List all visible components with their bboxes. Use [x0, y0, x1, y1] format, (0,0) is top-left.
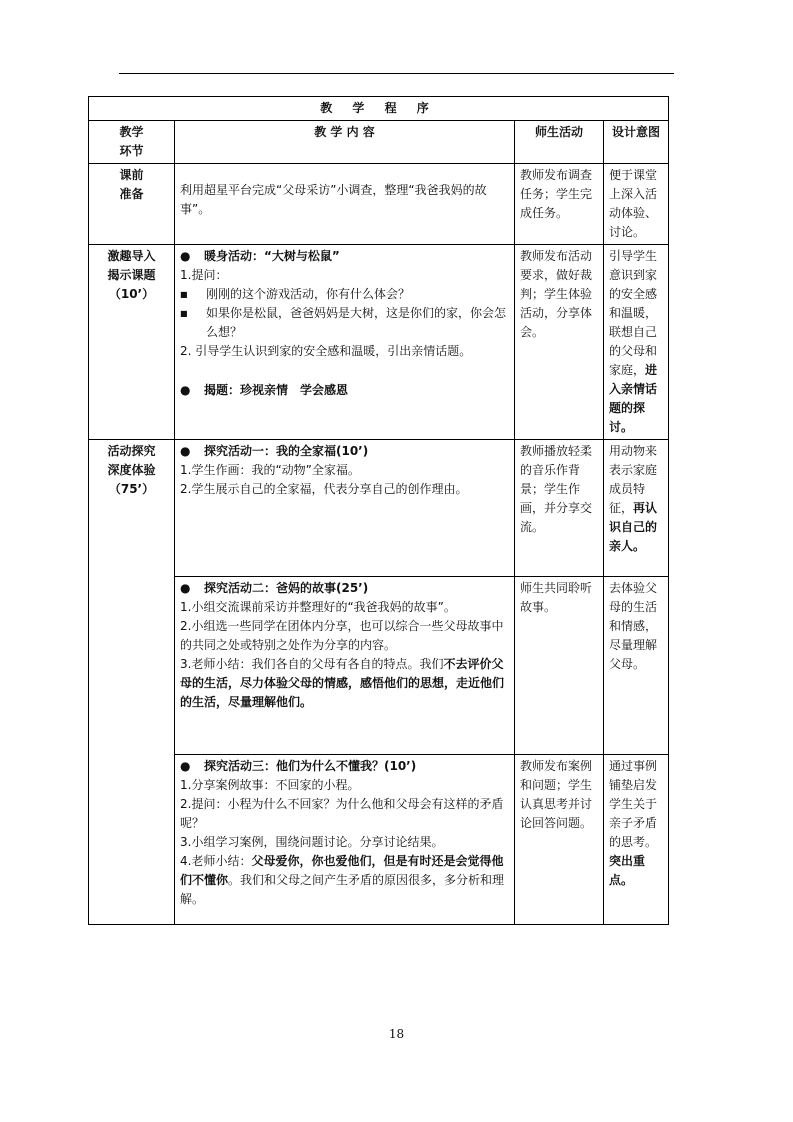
act1-title	[180, 442, 509, 461]
act1-intent-normal: 用动物来表示家庭成员特征，	[609, 444, 658, 515]
intro-bullet-warmup	[180, 247, 509, 266]
act1-intent-bold: 再认识自己的亲人。	[609, 501, 658, 553]
square-bullet-icon: ■	[180, 309, 188, 318]
page-number: 18	[388, 1027, 405, 1041]
act3-title-text: 探究活动三：他们为什么不懂我？(10’)	[204, 759, 417, 773]
intro-question-label: 1.提问：	[180, 268, 228, 282]
intro-intent-bold: 进入亲情话题的探讨。	[609, 363, 658, 434]
intro-warmup-text: 暖身活动：“大树与松鼠”	[204, 249, 340, 263]
intro-activity: 教师发布活动要求，做好裁判；学生体验活动，分享体会。	[515, 245, 604, 440]
header-phase-text: 教学 环节	[119, 125, 144, 158]
act2-intent: 去体验父母的生活和情感，尽量理解父母。	[604, 577, 669, 755]
intro-item-2: 2. 引导学生认识到家的安全感和温暖，引出亲情话题。	[180, 344, 472, 358]
phase-prep-text: 课前 准备	[119, 168, 144, 201]
prep-activity: 教师发布调查任务；学生完成任务。	[515, 164, 604, 245]
bullet-dot-icon: ●	[180, 759, 191, 773]
act3-item-4	[180, 852, 509, 909]
phase-explore-text: 活动探究 深度体验 （75’）	[107, 444, 156, 496]
teaching-procedure-table	[88, 96, 669, 925]
act3-intent-normal: 通过事例铺垫启发学生关于亲子矛盾的思考。	[609, 759, 658, 849]
phase-intro-text: 激趣导入 揭示课题 （10’）	[107, 249, 156, 301]
prep-intent: 便于课堂上深入活动体验、讨论。	[604, 164, 669, 245]
bullet-dot-icon: ●	[180, 444, 191, 458]
act1-activity: 教师播放轻柔的音乐作背景；学生作画，并分享交流。	[515, 440, 604, 577]
act1-content	[175, 440, 515, 577]
act2-item-3	[180, 655, 509, 712]
table-title: 教 学 程 序	[89, 97, 669, 121]
prep-content-text: 利用超星平台完成“父母采访”小调查，整理“我爸我妈的故事”。	[180, 183, 487, 216]
act2-title-text: 探究活动二：爸妈的故事(25’)	[204, 581, 369, 595]
intro-topic-text: 揭题：珍视亲情 学会感恩	[204, 383, 349, 397]
header-content: 教 学 内 容	[175, 121, 515, 164]
intro-question-1	[180, 285, 509, 304]
act1-intent	[604, 440, 669, 577]
phase-intro	[89, 245, 175, 440]
act2-content	[175, 577, 515, 755]
bullet-dot-icon: ●	[180, 383, 191, 397]
act1-title-text: 探究活动一：我的全家福(10’)	[204, 444, 369, 458]
act3-intent-bold: 突出重点。	[609, 854, 646, 887]
header-rule	[119, 73, 674, 74]
intro-intent	[604, 245, 669, 440]
header-activity: 师生活动	[515, 121, 604, 164]
phase-explore	[89, 440, 175, 925]
act3-activity: 教师发布案例和问题；学生认真思考并讨论回答问题。	[515, 755, 604, 925]
intro-intent-normal: 引导学生意识到家的安全感和温暖，联想自己的父母和家庭，	[609, 249, 658, 377]
header-phase	[89, 121, 175, 164]
prep-content	[175, 164, 515, 245]
intro-content	[175, 245, 515, 440]
act2-item-3-bold: 不去评价父母的生活，尽力体验父母的情感，感悟他们的思想，走近他们的生活，尽量理解他们。	[180, 657, 505, 709]
bullet-dot-icon: ●	[180, 249, 191, 263]
act3-item-4-normal-b: 。我们和父母之间产生矛盾的原因很多，多分析和理解。	[180, 873, 505, 906]
act2-activity: 师生共同聆听故事。	[515, 577, 604, 755]
intro-question-1-text: 刚刚的这个游戏活动，你有什么体会？	[206, 287, 411, 301]
act2-item-1: 1.小组交流课前采访并整理好的“我爸我妈的故事”。	[180, 600, 456, 614]
phase-prep	[89, 164, 175, 245]
act3-intent	[604, 755, 669, 925]
header-intent: 设计意图	[604, 121, 669, 164]
act3-item-3: 3.小组学习案例，围绕问题讨论。分享讨论结果。	[180, 835, 444, 849]
act2-title	[180, 579, 509, 598]
act3-content	[175, 755, 515, 925]
act3-title	[180, 757, 509, 776]
act3-item-4-bold: 父母爱你，你也爱他们，但是有时还是会觉得他们不懂你	[180, 854, 504, 887]
intro-bullet-topic	[180, 381, 509, 400]
act1-item-2: 2.学生展示自己的全家福，代表分享自己的创作理由。	[180, 482, 468, 496]
square-bullet-icon: ■	[180, 290, 188, 299]
act2-item-3-normal: 3.老师小结：我们各自的父母有各自的特点。我们	[180, 657, 444, 671]
act3-item-4-normal-a: 4.老师小结：	[180, 854, 252, 868]
bullet-dot-icon: ●	[180, 581, 191, 595]
act2-item-2: 2.小组选一些同学在团体内分享，也可以综合一些父母故事中的共同之处或特别之处作为分享的内容。	[180, 619, 504, 652]
intro-question-2-text: 如果你是松鼠，爸爸妈妈是大树，这是你们的家，你会怎么想？	[206, 306, 507, 339]
spacer	[180, 361, 509, 381]
act3-item-2: 2.提问：小程为什么不回家？为什么他和父母会有这样的矛盾呢？	[180, 797, 504, 830]
act1-item-1: 1.学生作画：我的“动物”全家福。	[180, 463, 360, 477]
act3-item-1: 1.分享案例故事：不回家的小程。	[180, 778, 360, 792]
intro-question-2	[180, 304, 509, 342]
